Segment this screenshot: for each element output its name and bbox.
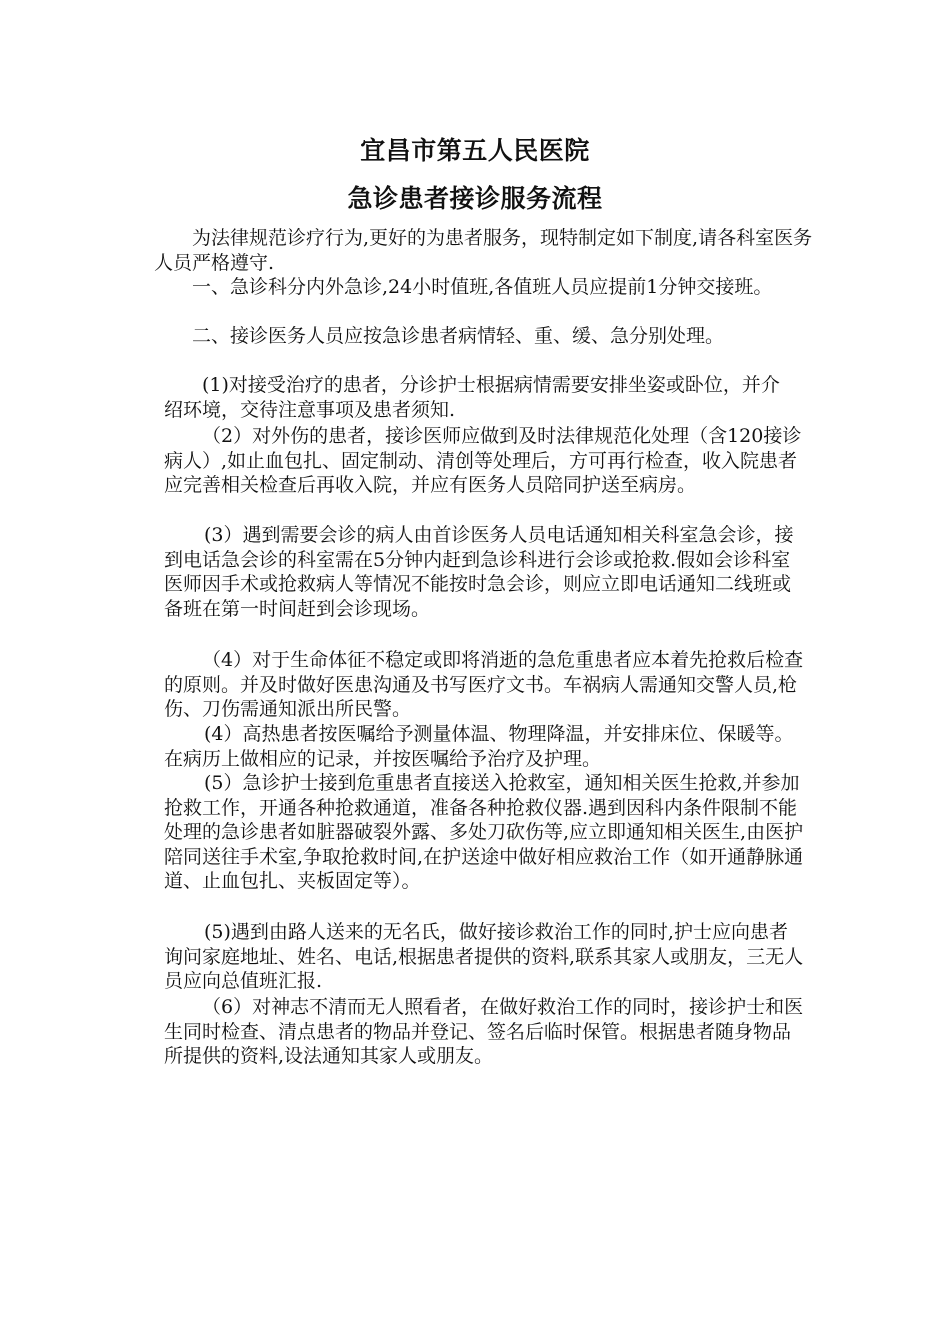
document-subtitle: 急诊患者接诊服务流程 <box>347 184 603 213</box>
subrule-4-paragraph: （4）对于生命体征不稳定或即将消逝的急危重患者应本着先抢救后检查的原则。并及时做好医患沟通及书写医疗文书。车祸病人需通知交警人员,枪伤、刀伤需通知派出所民警。 <box>164 649 804 720</box>
subrule-1-paragraph: (1)对接受治疗的患者，分诊护士根据病情需要安排坐姿或卧位，并介绍环境，交待注意事项及患者须知. <box>164 374 780 421</box>
subrule-4b-paragraph: (4）高热患者按医嘱给予测量体温、物理降温，并安排床位、保暖等。在病历上做相应的记录，并按医嘱给予治疗及护理。 <box>164 723 794 770</box>
hospital-title: 宜昌市第五人民医院 <box>360 136 590 165</box>
intro-paragraph: 为法律规范诊疗行为,更好的为患者服务，现特制定如下制度,请各科室医务人员严格遵守. <box>154 227 813 274</box>
subrule-3-paragraph: (3）遇到需要会诊的病人由首诊医务人员电话通知相关科室急会诊，接到电话急会诊的科室需在5分钟内赶到急诊科进行会诊或抢救.假如会诊科室医师因手术或抢救病人等情况不能按时急会诊，则应立即电话通知二线班或备班在第一时间赶到会诊现场。 <box>164 524 794 620</box>
subrule-2-paragraph: （2）对外伤的患者，接诊医师应做到及时法律规范化处理（含120接诊病人）,如止血包扎、固定制动、清创等处理后，方可再行检查，收入院患者应完善相关检查后再收入院，并应有医务人员陪同护送至病房。 <box>164 425 802 496</box>
subrule-5b-paragraph: (5)遇到由路人送来的无名氏，做好接诊救治工作的同时,护士应向患者询问家庭地址、姓名、电话,根据患者提供的资料,联系其家人或朋友，三无人员应向总值班汇报. <box>164 921 804 992</box>
rule-two-paragraph: 二、接诊医务人员应按急诊患者病情轻、重、缓、急分别处理。 <box>192 325 725 347</box>
rule-one-paragraph: 一、急诊科分内外急诊,24小时值班,各值班人员应提前1分钟交接班。 <box>192 276 773 298</box>
subrule-6-paragraph: （6）对神志不清而无人照看者，在做好救治工作的同时，接诊护士和医生同时检查、清点患者的物品并登记、签名后临时保管。根据患者随身物品所提供的资料,设法通知其家人或朋友。 <box>164 996 804 1067</box>
subrule-5-paragraph: (5）急诊护士接到危重患者直接送入抢救室，通知相关医生抢救,并参加抢救工作，开通各种抢救通道，准备各种抢救仪器.遇到因科内条件限制不能处理的急诊患者如脏器破裂外露、多处刀砍伤等,应立即通知相关医生,由医护陪同送往手术室,争取抢救时间,在护送途中做好相应救治工作（如开通静脉通道、止血包扎、夹板固定等）。 <box>164 772 804 892</box>
